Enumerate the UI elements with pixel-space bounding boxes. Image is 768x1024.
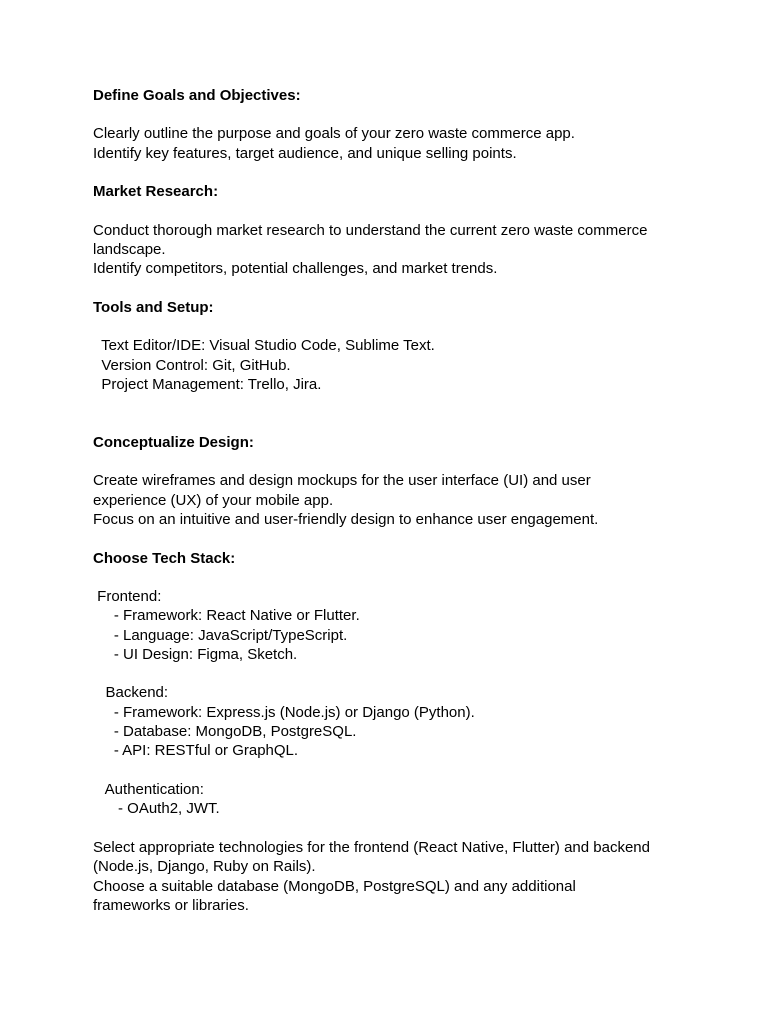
paragraph-line: Version Control: Git, GitHub. xyxy=(93,357,291,374)
paragraph-line: - API: RESTful or GraphQL. xyxy=(93,742,299,759)
paragraph-line: frameworks or libraries. xyxy=(93,897,249,914)
paragraph-line: Backend: xyxy=(93,684,169,701)
paragraph-line: Clearly outline the purpose and goals of your zero waste commerce app. xyxy=(93,125,575,142)
paragraph-line: Identify key features, target audience, and unique selling points. xyxy=(93,145,517,162)
paragraph-line: - UI Design: Figma, Sketch. xyxy=(93,646,298,663)
paragraph-line: Select appropriate technologies for the frontend (React Native, Flutter) and backend xyxy=(93,839,650,856)
paragraph-line: Conduct thorough market research to understand the current zero waste commerce xyxy=(93,222,648,239)
paragraph-line: Create wireframes and design mockups for the user interface (UI) and user xyxy=(93,472,591,489)
paragraph-line: - OAuth2, JWT. xyxy=(93,800,220,817)
paragraph-line: experience (UX) of your mobile app. xyxy=(93,492,334,509)
paragraph-line: (Node.js, Django, Ruby on Rails). xyxy=(93,858,316,875)
paragraph-line: - Language: JavaScript/TypeScript. xyxy=(93,627,348,644)
paragraph-line: Choose a suitable database (MongoDB, PostgreSQL) and any additional xyxy=(93,878,576,895)
paragraph-line: landscape. xyxy=(93,241,166,258)
paragraph-line: - Database: MongoDB, PostgreSQL. xyxy=(93,723,357,740)
paragraph-line: Frontend: xyxy=(93,588,162,605)
paragraph-line: Project Management: Trello, Jira. xyxy=(93,376,322,393)
paragraph-line: Identify competitors, potential challenges, and market trends. xyxy=(93,260,498,277)
paragraph-line: - Framework: Express.js (Node.js) or Django (Python). xyxy=(93,704,475,721)
paragraph-line: - Framework: React Native or Flutter. xyxy=(93,607,360,624)
section-heading-goals: Define Goals and Objectives: xyxy=(93,87,301,104)
section-heading-tech-stack: Choose Tech Stack: xyxy=(93,550,236,567)
section-heading-conceptualize-design: Conceptualize Design: xyxy=(93,434,254,451)
section-heading-market-research: Market Research: xyxy=(93,183,219,200)
paragraph-line: Focus on an intuitive and user-friendly design to enhance user engagement. xyxy=(93,511,599,528)
paragraph-line: Authentication: xyxy=(93,781,204,798)
paragraph-line: Text Editor/IDE: Visual Studio Code, Sublime Text. xyxy=(93,337,435,354)
section-heading-tools-setup: Tools and Setup: xyxy=(93,299,214,316)
